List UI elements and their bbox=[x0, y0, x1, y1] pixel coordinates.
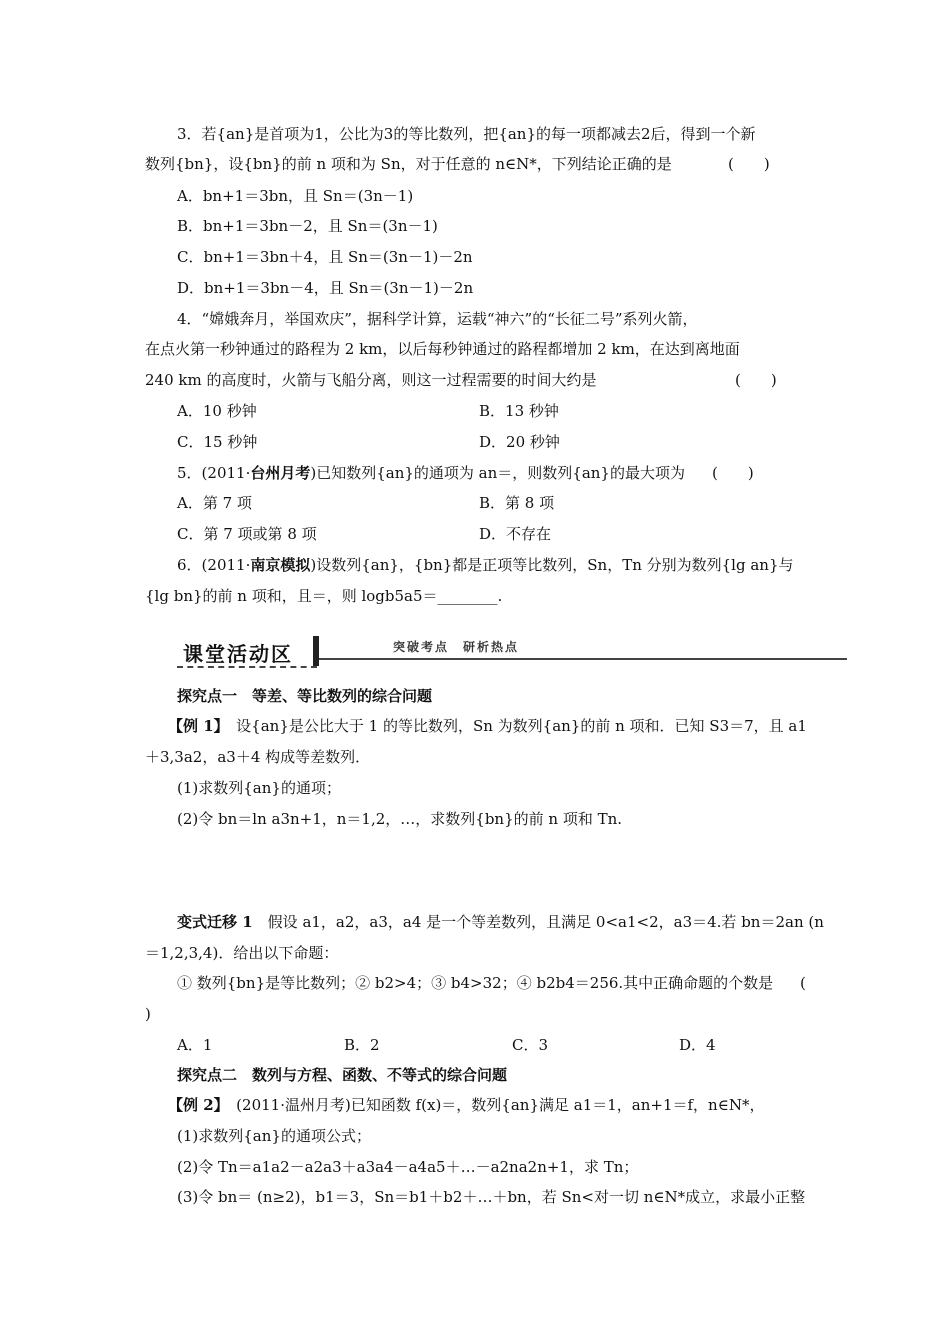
variant1-line1 bbox=[177, 912, 824, 932]
q5-line bbox=[177, 463, 685, 483]
example2-label: 【例 2】 bbox=[168, 1096, 222, 1114]
example1-text: 设{an}是公比大于 1 的等比数列，Sn 为数列{an}的前 n 项和．已知 S3＝7，且 a1 bbox=[221, 717, 807, 735]
example1-part1: (1)求数列{an}的通项； bbox=[177, 779, 341, 797]
q6-text: )设数列{an}，{bn}都是正项等比数列，Sn，Tn 分别为数列{lg an}与 bbox=[310, 556, 794, 574]
example1-part2: (2)令 bn＝ln a3n+1，n＝1,2，…，求数列{bn}的前 n 项和 Tn. bbox=[177, 810, 623, 828]
example2-part1: (1)求数列{an}的通项公式； bbox=[177, 1127, 371, 1145]
q4-option-a: A．10 秒钟 bbox=[177, 402, 257, 420]
q5-option-b: B．第 8 项 bbox=[479, 494, 555, 512]
example1-label: 【例 1】 bbox=[168, 717, 222, 735]
q5-answer-paren: ( ) bbox=[712, 464, 754, 482]
q5-text: )已知数列{an}的通项为 an＝，则数列{an}的最大项为 bbox=[310, 464, 685, 482]
q3-answer-paren: ( ) bbox=[728, 155, 770, 173]
q5-option-d: D．不存在 bbox=[479, 525, 552, 543]
example2-part2: (2)令 Tn＝a1a2－a2a3＋a3a4－a4a5＋…－a2na2n+1，求 Tn； bbox=[177, 1158, 639, 1176]
example1-line1 bbox=[168, 716, 807, 736]
q3-line2: 数列{bn}，设{bn}的前 n 项和为 Sn，对于任意的 n∈N*，下列结论正确的是 bbox=[145, 155, 672, 173]
variant1-text: 假设 a1，a2，a3，a4 是一个等差数列，且满足 0<a1<2，a3＝4.若 bn＝2an (n bbox=[252, 913, 824, 931]
q3-option-c: C．bn+1＝3bn＋4，且 Sn＝(3n－1)－2n bbox=[177, 248, 473, 266]
q5-option-a: A．第 7 项 bbox=[177, 494, 252, 512]
topic2-title: 探究点二 数列与方程、函数、不等式的综合问题 bbox=[177, 1066, 508, 1084]
variant1-label: 变式迁移 1 bbox=[177, 913, 253, 931]
example2-part3: (3)令 bn＝ (n≥2)，b1＝3，Sn＝b1＋b2＋…＋bn，若 Sn<对一切 n∈N*成立，求最小正整 bbox=[177, 1188, 806, 1206]
variant1-option-c: C．3 bbox=[512, 1036, 549, 1054]
q4-option-c: C．15 秒钟 bbox=[177, 433, 258, 451]
banner-title: 课堂活动区 bbox=[183, 642, 293, 666]
variant1-paren-open: ( bbox=[800, 974, 806, 992]
q4-option-d: D．20 秒钟 bbox=[479, 433, 560, 451]
q3-option-d: D．bn+1＝3bn－4，且 Sn＝(3n－1)－2n bbox=[177, 279, 474, 297]
banner-subtitle: 突破考点 研析热点 bbox=[393, 640, 520, 654]
q6-prefix: 6．(2011· bbox=[177, 556, 251, 574]
example2-line1 bbox=[168, 1095, 764, 1115]
example1-line2: ＋3,3a2，a3＋4 构成等差数列． bbox=[145, 748, 371, 766]
q4-line3: 240 km 的高度时，火箭与飞船分离，则这一过程需要的时间大约是 bbox=[145, 371, 597, 389]
example2-text: (2011·温州月考)已知函数 f(x)＝，数列{an}满足 a1＝1，an+1＝f，n∈N*， bbox=[221, 1096, 765, 1114]
q3-option-b: B．bn+1＝3bn－2，且 Sn＝(3n－1) bbox=[177, 217, 438, 235]
variant1-line3: ① 数列{bn}是等比数列；② b2>4；③ b4>32；④ b2b4＝256.其中正确命题的个数是 bbox=[177, 974, 774, 992]
q6-line1 bbox=[177, 555, 793, 575]
banner-divider-bar bbox=[313, 636, 319, 666]
q3-line1: 3．若{an}是首项为1，公比为3的等比数列，把{an}的每一项都减去2后，得到一个新 bbox=[177, 125, 756, 143]
q4-line1: 4．“嫦娥奔月，举国欢庆”，据科学计算，运载“神六”的“长征二号”系列火箭， bbox=[177, 310, 698, 328]
variant1-option-a: A．1 bbox=[177, 1036, 213, 1054]
variant1-option-b: B．2 bbox=[344, 1036, 380, 1054]
variant1-line2: ＝1,2,3,4)．给出以下命题： bbox=[145, 944, 339, 962]
q5-option-c: C．第 7 项或第 8 项 bbox=[177, 525, 317, 543]
q5-prefix: 5．(2011· bbox=[177, 464, 251, 482]
variant1-paren-close: ) bbox=[145, 1005, 151, 1023]
section-banner bbox=[177, 632, 847, 672]
topic1-title: 探究点一 等差、等比数列的综合问题 bbox=[177, 687, 433, 705]
q4-line2: 在点火第一秒钟通过的路程为 2 km，以后每秒钟通过的路程都增加 2 km，在达到离地面 bbox=[145, 340, 740, 358]
q4-option-b: B．13 秒钟 bbox=[479, 402, 559, 420]
q4-answer-paren: ( ) bbox=[735, 371, 777, 389]
q6-source: 南京模拟 bbox=[250, 556, 311, 574]
q3-option-a: A．bn+1＝3bn，且 Sn＝(3n－1) bbox=[177, 187, 414, 205]
q6-line2: {lg bn}的前 n 项和，且＝，则 logb5a5＝________. bbox=[145, 587, 503, 605]
variant1-option-d: D．4 bbox=[679, 1036, 716, 1054]
q5-source: 台州月考 bbox=[250, 464, 311, 482]
